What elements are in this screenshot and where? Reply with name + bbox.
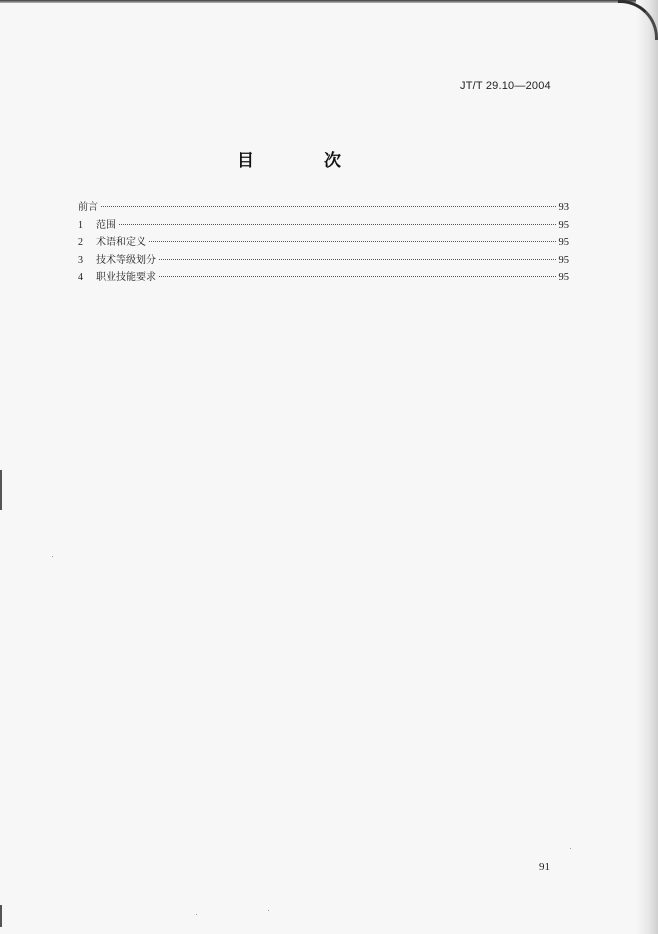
toc-entry-page: 93 (558, 202, 569, 213)
toc-leader-dots (119, 224, 556, 225)
toc-entry-label: 技术等级划分 (96, 254, 156, 266)
toc-entry-page: 95 (558, 219, 569, 231)
scan-edge-left-mark (0, 470, 2, 510)
scan-speck (52, 556, 53, 557)
scan-speck (196, 914, 197, 915)
toc-title: 目 次 (237, 151, 373, 171)
toc-entry-foreword[interactable] (78, 199, 569, 217)
scan-edge-left-mark (0, 905, 2, 927)
table-of-contents (78, 199, 569, 287)
scan-speck (268, 910, 269, 911)
toc-entry-page: 95 (558, 237, 569, 248)
page-number: 91 (539, 861, 550, 873)
toc-entry-terms-definitions[interactable] (78, 234, 569, 252)
scan-speck (570, 848, 571, 849)
toc-entry-number: 2 (78, 237, 83, 248)
toc-entry-skill-requirements[interactable] (78, 269, 569, 287)
toc-leader-dots (159, 259, 556, 260)
toc-entry-label: 范围 (96, 219, 116, 231)
standard-code: JT/T 29.10—2004 (460, 80, 551, 92)
scan-edge-right (636, 0, 658, 934)
toc-entry-page: 95 (558, 254, 569, 266)
toc-entry-page: 95 (558, 272, 569, 283)
toc-entry-scope[interactable] (78, 217, 569, 235)
toc-leader-dots (159, 276, 556, 277)
toc-entry-label: 职业技能要求 (96, 272, 156, 283)
toc-entry-label: 术语和定义 (96, 237, 146, 248)
toc-entry-label: 前言 (78, 202, 98, 213)
toc-entry-number: 4 (78, 272, 83, 283)
toc-entry-number: 3 (78, 254, 83, 266)
toc-entry-technical-grades[interactable] (78, 252, 569, 270)
toc-entry-number: 1 (78, 219, 83, 231)
scan-edge-top (0, 0, 658, 3)
toc-leader-dots (149, 241, 556, 242)
toc-leader-dots (101, 206, 556, 207)
